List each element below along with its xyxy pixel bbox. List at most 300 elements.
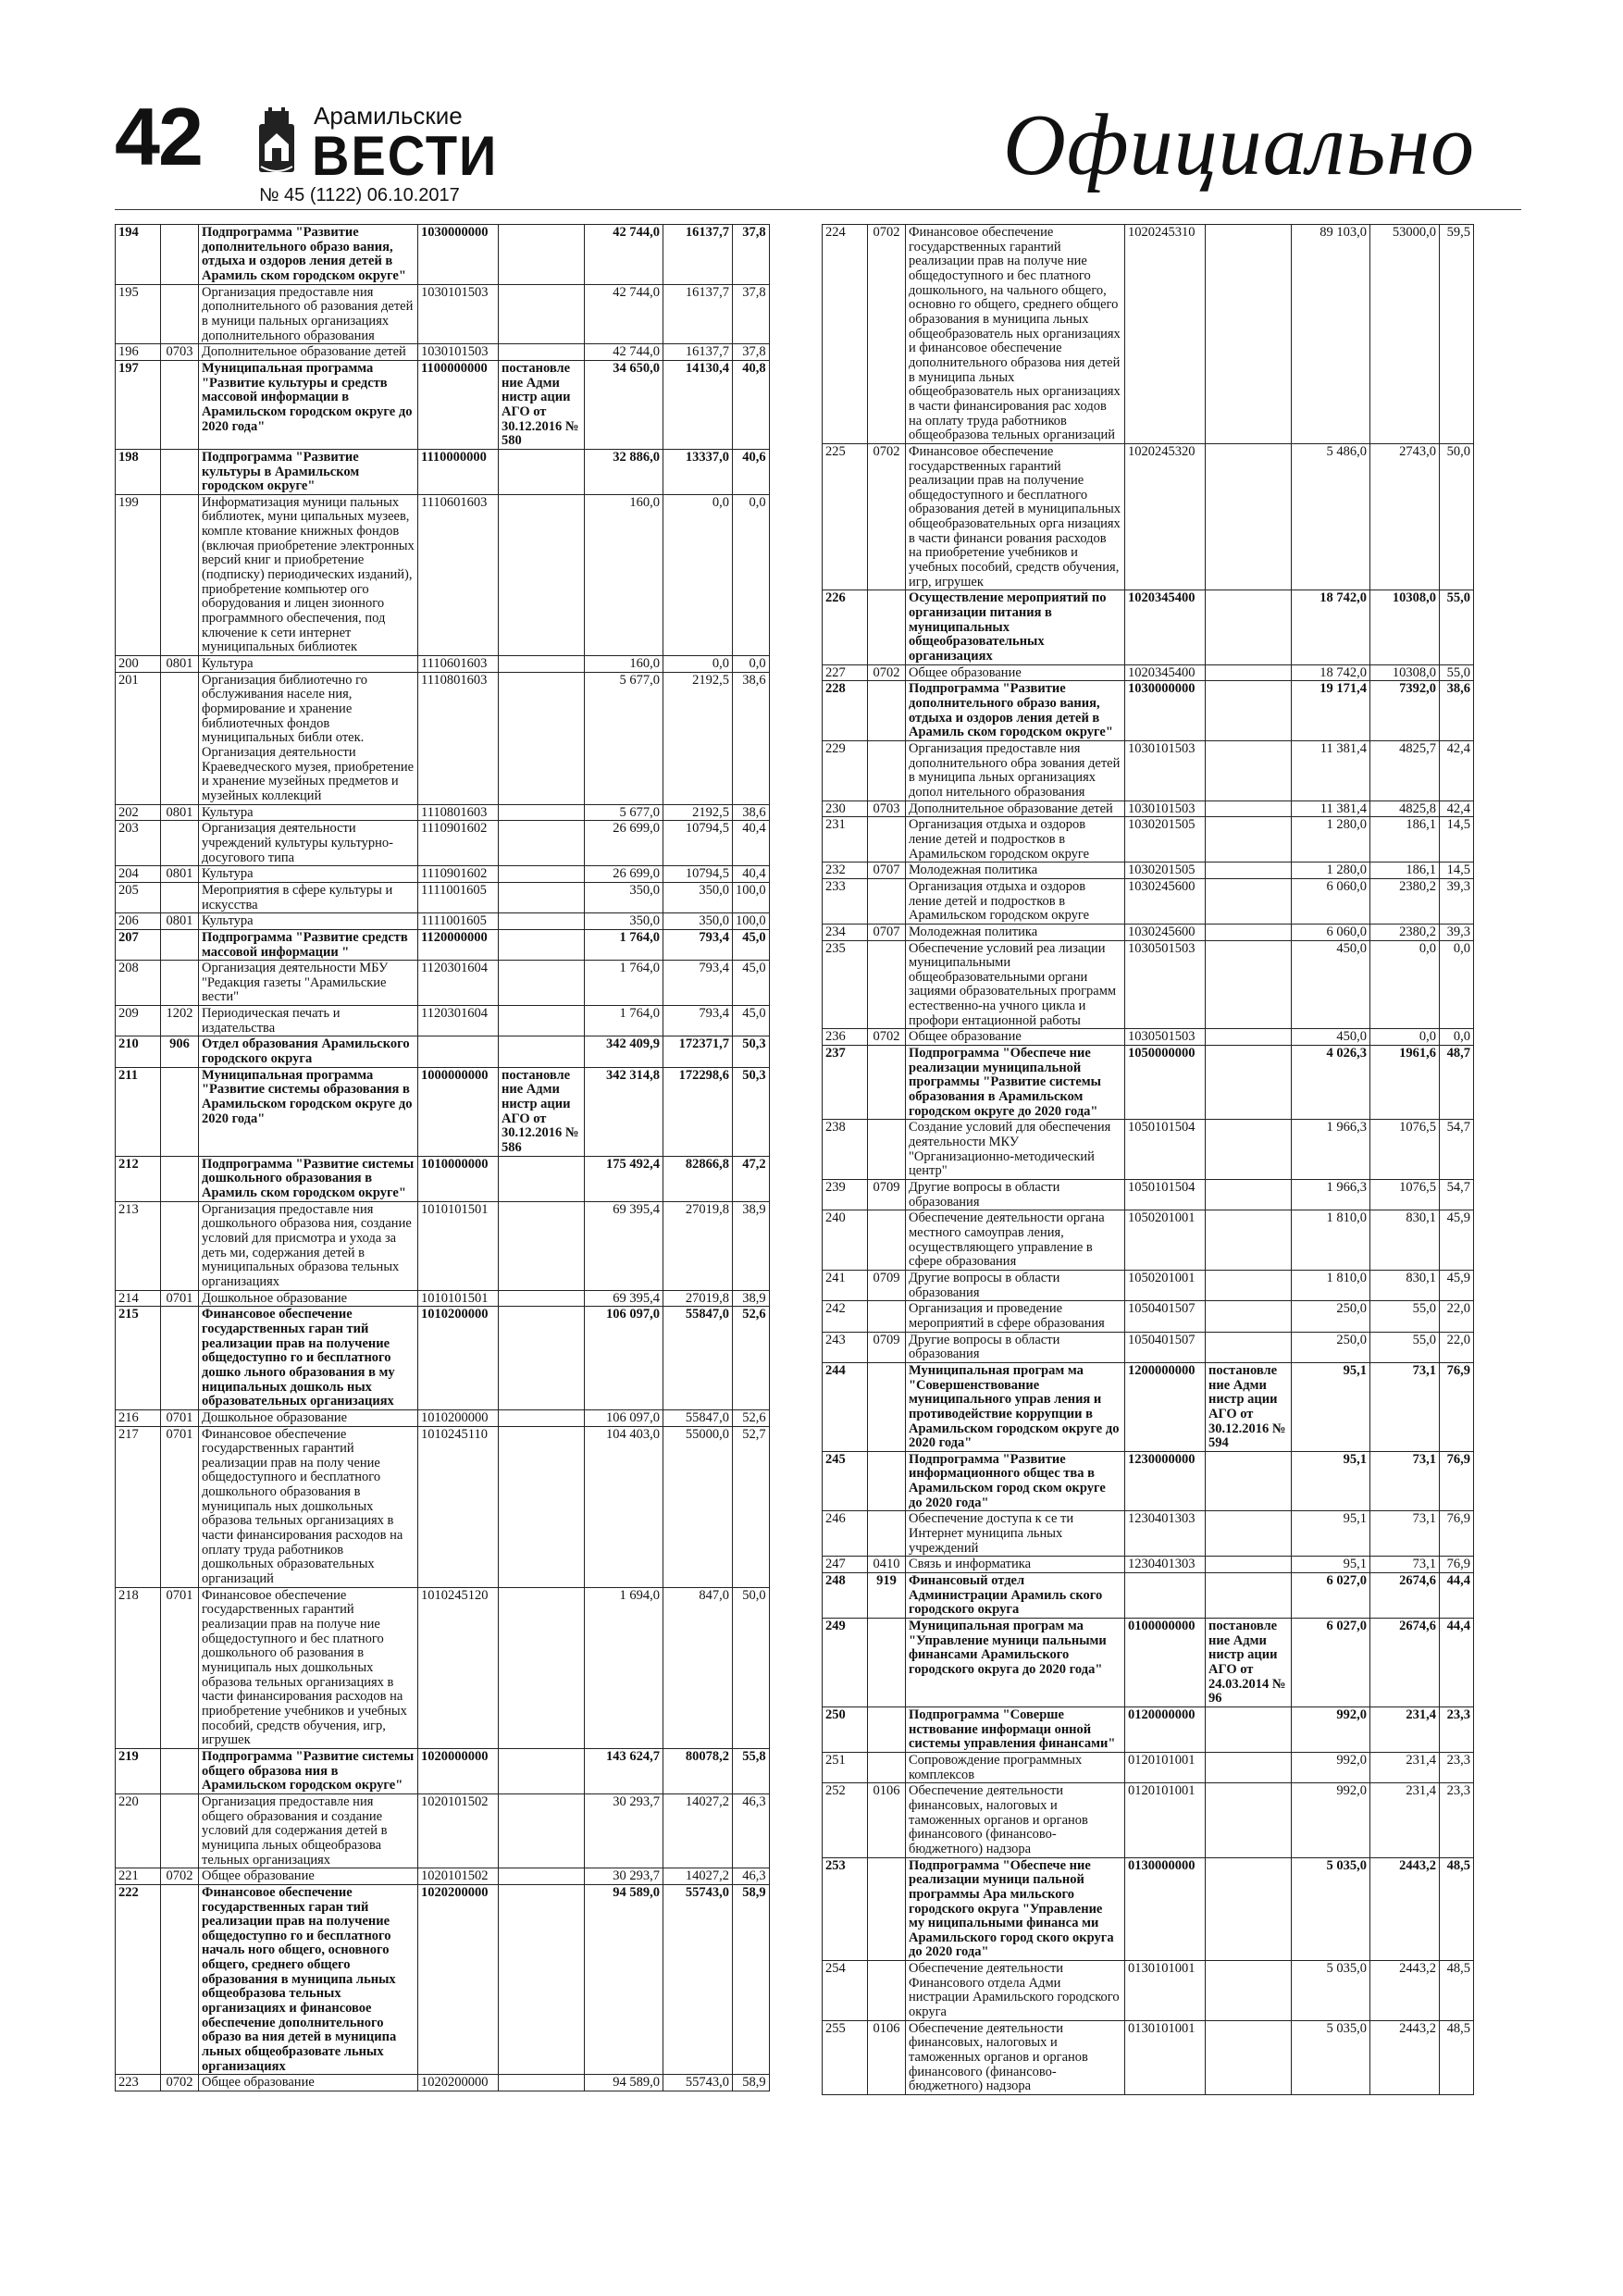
- table-row: [823, 940, 1474, 1029]
- cell-execution-percent: 38,9: [733, 1201, 770, 1290]
- cell-item-name: Обеспечение условий реа лизации муниципальными общеобразовательными органи зациями образовательных программ естественно-на учного цикла и профори ентационной работы: [906, 940, 1125, 1029]
- cell-target-code: 1030501503: [1125, 1029, 1206, 1046]
- cell-item-name: Подпрограмма "Развитие информационного общес тва в Арамильском город ском округе до 2020 года": [906, 1451, 1125, 1511]
- cell-target-code: 1110601603: [418, 656, 499, 673]
- cell-legal-act: [499, 225, 585, 285]
- cell-item-name: Финансовое обеспечение государственных гарантий реализации прав на полу чение общедоступного и бесплатного дошкольного образования в муниципаль ных дошкольных образова тельных организациях в части финансирования расходов на оплату труда работников дошкольных образовательных организаций: [199, 1426, 418, 1587]
- cell-actual-amount: 73,1: [1370, 1451, 1440, 1511]
- cell-execution-percent: 76,9: [1440, 1557, 1474, 1573]
- cell-row-number: 224: [823, 225, 868, 444]
- cell-item-name: Муниципальная программа "Развитие системы образования в Арамильском городском округе до 2020 года": [199, 1067, 418, 1156]
- cell-section-code: 0702: [868, 443, 906, 590]
- cell-legal-act: [499, 1307, 585, 1410]
- cell-row-number: 218: [116, 1587, 161, 1748]
- cell-execution-percent: 100,0: [733, 913, 770, 930]
- cell-execution-percent: 48,7: [1440, 1046, 1474, 1120]
- cell-execution-percent: 37,8: [733, 225, 770, 285]
- cell-planned-amount: 1 764,0: [585, 1006, 663, 1036]
- cell-execution-percent: 0,0: [1440, 940, 1474, 1029]
- cell-section-code: [868, 1619, 906, 1707]
- cell-actual-amount: 830,1: [1370, 1210, 1440, 1271]
- table-row: [823, 1451, 1474, 1511]
- cell-planned-amount: 34 650,0: [585, 360, 663, 449]
- header-rule: [115, 209, 1521, 210]
- cell-planned-amount: 6 027,0: [1292, 1573, 1370, 1619]
- table-row: [823, 740, 1474, 800]
- cell-section-code: [868, 1120, 906, 1180]
- table-row: [823, 681, 1474, 741]
- cell-item-name: Подпрограмма "Развитие дополнительного образо вания, отдыха и оздоров ления детей в Арамиль ском городском округе": [906, 681, 1125, 741]
- cell-target-code: 1230000000: [1125, 1451, 1206, 1511]
- table-row: [823, 1573, 1474, 1619]
- cell-row-number: 227: [823, 664, 868, 681]
- cell-target-code: 1020345400: [1125, 664, 1206, 681]
- cell-actual-amount: 350,0: [663, 913, 733, 930]
- cell-planned-amount: 992,0: [1292, 1706, 1370, 1752]
- cell-planned-amount: 18 742,0: [1292, 664, 1370, 681]
- cell-target-code: 1030101503: [1125, 740, 1206, 800]
- cell-item-name: Подпрограмма "Развитие культуры в Арамильском городском округе": [199, 449, 418, 494]
- cell-planned-amount: 350,0: [585, 882, 663, 912]
- table-row: [823, 225, 1474, 444]
- cell-row-number: 222: [116, 1884, 161, 2075]
- cell-execution-percent: 42,4: [1440, 740, 1474, 800]
- cell-legal-act: [1206, 1451, 1292, 1511]
- cell-execution-percent: 55,0: [1440, 590, 1474, 664]
- cell-planned-amount: 42 744,0: [585, 344, 663, 361]
- cell-actual-amount: 73,1: [1370, 1557, 1440, 1573]
- cell-actual-amount: 231,4: [1370, 1752, 1440, 1782]
- cell-row-number: 199: [116, 494, 161, 655]
- cell-legal-act: [499, 821, 585, 866]
- cell-execution-percent: 58,9: [733, 2075, 770, 2091]
- cell-target-code: 1010101501: [418, 1290, 499, 1307]
- cell-actual-amount: 55743,0: [663, 1884, 733, 2075]
- cell-target-code: 1050401507: [1125, 1332, 1206, 1362]
- cell-planned-amount: 104 403,0: [585, 1426, 663, 1587]
- cell-item-name: Организация предоставле ния дошкольного образова ния, создание условий для присмотра и ухода за деть ми, содержания детей в муниципальных образова тельных организациях: [199, 1201, 418, 1290]
- cell-row-number: 205: [116, 882, 161, 912]
- cell-legal-act: [499, 882, 585, 912]
- cell-legal-act: [499, 929, 585, 960]
- cell-legal-act: [499, 672, 585, 804]
- cell-section-code: [161, 360, 199, 449]
- table-row: [823, 2020, 1474, 2094]
- cell-legal-act: [499, 1426, 585, 1587]
- table-row: [823, 878, 1474, 924]
- cell-target-code: 0130000000: [1125, 1857, 1206, 1961]
- cell-actual-amount: 2443,2: [1370, 1961, 1440, 2021]
- cell-actual-amount: 82866,8: [663, 1156, 733, 1201]
- cell-target-code: 1030201505: [1125, 863, 1206, 879]
- cell-actual-amount: 27019,8: [663, 1290, 733, 1307]
- cell-planned-amount: 11 381,4: [1292, 740, 1370, 800]
- cell-section-code: [868, 1210, 906, 1271]
- cell-legal-act: [1206, 1332, 1292, 1362]
- cell-target-code: 1110601603: [418, 494, 499, 655]
- cell-item-name: Подпрограмма "Развитие системы дошкольного образования в Арамиль ском городском округе": [199, 1156, 418, 1201]
- cell-item-name: Подпрограмма "Обеспече ние реализации муници пальной программы Ара мильского городского округа "Управление му ниципальными финанса ми Арамильского город ского округа до 2020 года": [906, 1857, 1125, 1961]
- cell-execution-percent: 14,5: [1440, 817, 1474, 863]
- cell-planned-amount: 175 492,4: [585, 1156, 663, 1201]
- cell-actual-amount: 16137,7: [663, 225, 733, 285]
- cell-item-name: Финансовое обеспечение государственных гарантий реализации прав на получе ние общедоступного и бес платного дошкольного, на чального общего, основно го общего, среднего общего образования в муниципа льных общеобразователь ных организациях и финансовое обеспечение дополнительного образова ния детей в муниципа льных общеобразователь ных организациях в части финансирования рас ходов на оплату труда работников общеобразова тельных организаций: [906, 225, 1125, 444]
- cell-section-code: [161, 882, 199, 912]
- cell-item-name: Финансовое обеспечение государственных гарантий реализации прав на получение общедоступного и бесплатного образования детей в муниципальных общеобразовательных орга низациях в части финанси рования расходов на приобретение учебников и учебных пособий, средств обучения, игр, игрушек: [906, 443, 1125, 590]
- cell-target-code: 1030101503: [1125, 800, 1206, 817]
- cell-row-number: 209: [116, 1006, 161, 1036]
- cell-row-number: 211: [116, 1067, 161, 1156]
- cell-planned-amount: 26 699,0: [585, 821, 663, 866]
- cell-execution-percent: 54,7: [1440, 1180, 1474, 1210]
- cell-actual-amount: 2380,2: [1370, 878, 1440, 924]
- cell-target-code: 1110000000: [418, 449, 499, 494]
- cell-execution-percent: 52,7: [733, 1426, 770, 1587]
- cell-section-code: [161, 821, 199, 866]
- cell-row-number: 225: [823, 443, 868, 590]
- cell-legal-act: [1206, 1783, 1292, 1857]
- table-row: [823, 1961, 1474, 2021]
- cell-actual-amount: 793,4: [663, 961, 733, 1006]
- cell-legal-act: [499, 1290, 585, 1307]
- cell-planned-amount: 5 677,0: [585, 672, 663, 804]
- cell-item-name: Дошкольное образование: [199, 1409, 418, 1426]
- cell-planned-amount: 42 744,0: [585, 284, 663, 344]
- cell-actual-amount: 80078,2: [663, 1748, 733, 1793]
- cell-execution-percent: 48,5: [1440, 2020, 1474, 2094]
- cell-execution-percent: 45,9: [1440, 1270, 1474, 1300]
- cell-planned-amount: 1 764,0: [585, 929, 663, 960]
- page-header: [115, 93, 1521, 213]
- cell-actual-amount: 172371,7: [663, 1036, 733, 1067]
- table-row: [116, 225, 770, 285]
- cell-actual-amount: 55847,0: [663, 1409, 733, 1426]
- cell-item-name: Подпрограмма "Развитие системы общего образова ния в Арамильском городском округе": [199, 1748, 418, 1793]
- cell-actual-amount: 231,4: [1370, 1783, 1440, 1857]
- cell-section-code: 0702: [161, 2075, 199, 2091]
- cell-planned-amount: 342 409,9: [585, 1036, 663, 1067]
- cell-row-number: 248: [823, 1573, 868, 1619]
- cell-item-name: Культура: [199, 804, 418, 821]
- cell-row-number: 246: [823, 1511, 868, 1557]
- cell-item-name: Общее образование: [199, 2075, 418, 2091]
- cell-actual-amount: 10308,0: [1370, 664, 1440, 681]
- cell-row-number: 229: [823, 740, 868, 800]
- table-row: [823, 1619, 1474, 1707]
- table-row: [823, 924, 1474, 940]
- cell-section-code: [868, 817, 906, 863]
- cell-row-number: 236: [823, 1029, 868, 1046]
- cell-row-number: 219: [116, 1748, 161, 1793]
- cell-actual-amount: 793,4: [663, 1006, 733, 1036]
- cell-row-number: 247: [823, 1557, 868, 1573]
- cell-actual-amount: 1076,5: [1370, 1120, 1440, 1180]
- cell-section-code: [161, 1793, 199, 1868]
- cell-row-number: 216: [116, 1409, 161, 1426]
- cell-section-code: 0701: [161, 1426, 199, 1587]
- cell-item-name: Организация предоставле ния дополнительного об разования детей в муници пальных организациях дополнительного образования: [199, 284, 418, 344]
- cell-row-number: 204: [116, 866, 161, 883]
- cell-actual-amount: 2443,2: [1370, 1857, 1440, 1961]
- cell-section-code: [868, 878, 906, 924]
- cell-planned-amount: 19 171,4: [1292, 681, 1370, 741]
- cell-row-number: 203: [116, 821, 161, 866]
- cell-actual-amount: 0,0: [663, 656, 733, 673]
- cell-target-code: 1030245600: [1125, 924, 1206, 940]
- brand-subtitle: Арамильские: [314, 102, 463, 130]
- cell-row-number: 220: [116, 1793, 161, 1868]
- cell-legal-act: [1206, 1046, 1292, 1120]
- cell-item-name: Создание условий для обеспечения деятельности МКУ "Организационно-методический центр": [906, 1120, 1125, 1180]
- cell-legal-act: [1206, 1857, 1292, 1961]
- table-row: [823, 1752, 1474, 1782]
- cell-target-code: 1110801603: [418, 804, 499, 821]
- cell-planned-amount: 6 060,0: [1292, 924, 1370, 940]
- cell-legal-act: [1206, 878, 1292, 924]
- cell-actual-amount: 27019,8: [663, 1201, 733, 1290]
- cell-legal-act: [499, 2075, 585, 2091]
- table-row: [116, 882, 770, 912]
- cell-target-code: 1030101503: [418, 344, 499, 361]
- cell-target-code: 0130101001: [1125, 1961, 1206, 2021]
- cell-legal-act: [1206, 225, 1292, 444]
- cell-item-name: Организация отдыха и оздоров ление детей и подростков в Арамильском городском округе: [906, 878, 1125, 924]
- cell-item-name: Организация деятельности МБУ "Редакция газеты "Арамильские вести": [199, 961, 418, 1006]
- cell-legal-act: [1206, 590, 1292, 664]
- table-row: [116, 672, 770, 804]
- cell-section-code: 0702: [868, 1029, 906, 1046]
- cell-target-code: 1120000000: [418, 929, 499, 960]
- cell-actual-amount: 172298,6: [663, 1067, 733, 1156]
- cell-target-code: 1000000000: [418, 1067, 499, 1156]
- cell-planned-amount: 1 694,0: [585, 1587, 663, 1748]
- cell-planned-amount: 30 293,7: [585, 1868, 663, 1885]
- cell-target-code: 1010000000: [418, 1156, 499, 1201]
- cell-legal-act: [1206, 443, 1292, 590]
- cell-section-code: 0106: [868, 2020, 906, 2094]
- cell-actual-amount: 186,1: [1370, 817, 1440, 863]
- cell-planned-amount: 11 381,4: [1292, 800, 1370, 817]
- cell-legal-act: постановле ние Адми нистр ации АГО от 30.12.2016 № 586: [499, 1067, 585, 1156]
- cell-section-code: [868, 1046, 906, 1120]
- table-row: [116, 804, 770, 821]
- cell-execution-percent: 45,0: [733, 1006, 770, 1036]
- cell-section-code: [161, 1156, 199, 1201]
- cell-target-code: 1050201001: [1125, 1210, 1206, 1271]
- cell-target-code: 1111001605: [418, 913, 499, 930]
- cell-item-name: Культура: [199, 656, 418, 673]
- cell-target-code: 0100000000: [1125, 1619, 1206, 1707]
- cell-section-code: [868, 1511, 906, 1557]
- cell-execution-percent: 0,0: [733, 494, 770, 655]
- cell-row-number: 232: [823, 863, 868, 879]
- cell-target-code: 1010200000: [418, 1409, 499, 1426]
- table-row: [823, 1857, 1474, 1961]
- cell-section-code: [161, 284, 199, 344]
- cell-actual-amount: 10794,5: [663, 821, 733, 866]
- cell-item-name: Общее образование: [199, 1868, 418, 1885]
- cell-item-name: Информатизация муници пальных библиотек, муни ципальных музеев, компле ктование книжных фондов (включая приобретение электронных версий книг и приобретение (подписку) периодических изданий), приобретение компьютер ого оборудования и лицен зионного программного обеспечения, под ключение к сети интернет муниципальных библиотек: [199, 494, 418, 655]
- cell-actual-amount: 2192,5: [663, 804, 733, 821]
- table-row: [823, 1210, 1474, 1271]
- table-row: [823, 1029, 1474, 1046]
- cell-item-name: Общее образование: [906, 664, 1125, 681]
- cell-item-name: Дошкольное образование: [199, 1290, 418, 1307]
- cell-row-number: 241: [823, 1270, 868, 1300]
- cell-row-number: 245: [823, 1451, 868, 1511]
- cell-actual-amount: 55,0: [1370, 1332, 1440, 1362]
- cell-legal-act: [499, 913, 585, 930]
- cell-legal-act: [1206, 940, 1292, 1029]
- cell-execution-percent: 46,3: [733, 1868, 770, 1885]
- cell-legal-act: [1206, 664, 1292, 681]
- cell-item-name: Организация отдыха и оздоров ление детей и подростков в Арамильском городском округе: [906, 817, 1125, 863]
- cell-section-code: 906: [161, 1036, 199, 1067]
- cell-target-code: 1030000000: [1125, 681, 1206, 741]
- cell-section-code: 0709: [868, 1270, 906, 1300]
- cell-planned-amount: 992,0: [1292, 1752, 1370, 1782]
- cell-actual-amount: 14027,2: [663, 1868, 733, 1885]
- table-row: [823, 1362, 1474, 1451]
- cell-target-code: 1111001605: [418, 882, 499, 912]
- cell-item-name: Подпрограмма "Развитие средств массовой информации ": [199, 929, 418, 960]
- cell-execution-percent: 37,8: [733, 344, 770, 361]
- cell-actual-amount: 186,1: [1370, 863, 1440, 879]
- cell-target-code: 1100000000: [418, 360, 499, 449]
- cell-section-code: 0702: [161, 1868, 199, 1885]
- cell-target-code: 0120000000: [1125, 1706, 1206, 1752]
- cell-item-name: Подпрограмма "Соверше нствование информаци онной системы управления финансами": [906, 1706, 1125, 1752]
- table-row: [116, 449, 770, 494]
- cell-item-name: Организация деятельности учреждений культуры культурно-досугового типа: [199, 821, 418, 866]
- cell-legal-act: [499, 1748, 585, 1793]
- cell-planned-amount: 6 027,0: [1292, 1619, 1370, 1707]
- cell-planned-amount: 1 966,3: [1292, 1180, 1370, 1210]
- cell-execution-percent: 22,0: [1440, 1332, 1474, 1362]
- cell-row-number: 239: [823, 1180, 868, 1210]
- cell-execution-percent: 48,5: [1440, 1961, 1474, 2021]
- cell-actual-amount: 73,1: [1370, 1362, 1440, 1451]
- table-row: [116, 1426, 770, 1587]
- cell-execution-percent: 39,3: [1440, 924, 1474, 940]
- table-row: [116, 1067, 770, 1156]
- cell-actual-amount: 4825,7: [1370, 740, 1440, 800]
- cell-section-code: [868, 1857, 906, 1961]
- cell-row-number: 249: [823, 1619, 868, 1707]
- cell-execution-percent: 55,0: [1440, 664, 1474, 681]
- cell-execution-percent: 23,3: [1440, 1783, 1474, 1857]
- cell-legal-act: [499, 284, 585, 344]
- cell-legal-act: [1206, 1573, 1292, 1619]
- cell-section-code: 0801: [161, 656, 199, 673]
- cell-item-name: Молодежная политика: [906, 863, 1125, 879]
- cell-legal-act: [499, 1156, 585, 1201]
- cell-execution-percent: 55,8: [733, 1748, 770, 1793]
- cell-row-number: 215: [116, 1307, 161, 1410]
- table-row: [116, 821, 770, 866]
- table-row: [823, 664, 1474, 681]
- cell-execution-percent: 38,9: [733, 1290, 770, 1307]
- cell-row-number: 198: [116, 449, 161, 494]
- table-row: [116, 929, 770, 960]
- cell-row-number: 213: [116, 1201, 161, 1290]
- cell-execution-percent: 54,7: [1440, 1120, 1474, 1180]
- cell-row-number: 240: [823, 1210, 868, 1271]
- cell-section-code: [161, 225, 199, 285]
- cell-row-number: 200: [116, 656, 161, 673]
- cell-execution-percent: 38,6: [733, 804, 770, 821]
- cell-legal-act: [1206, 1706, 1292, 1752]
- cell-item-name: Сопровождение программных комплексов: [906, 1752, 1125, 1782]
- cell-row-number: 234: [823, 924, 868, 940]
- cell-legal-act: [1206, 1270, 1292, 1300]
- cell-section-code: 0106: [868, 1783, 906, 1857]
- table-row: [823, 1046, 1474, 1120]
- cell-planned-amount: 1 966,3: [1292, 1120, 1370, 1180]
- cell-target-code: 1050201001: [1125, 1270, 1206, 1300]
- cell-legal-act: [1206, 1210, 1292, 1271]
- cell-actual-amount: 10794,5: [663, 866, 733, 883]
- cell-section-code: [868, 1301, 906, 1332]
- cell-item-name: Обеспечение деятельности Финансового отдела Адми нистрации Арамильского городского округа: [906, 1961, 1125, 2021]
- cell-section-code: 0702: [868, 225, 906, 444]
- cell-planned-amount: 94 589,0: [585, 2075, 663, 2091]
- cell-section-code: [868, 1706, 906, 1752]
- budget-table-left: [115, 224, 770, 2091]
- cell-section-code: 0703: [868, 800, 906, 817]
- cell-section-code: [161, 494, 199, 655]
- cell-item-name: Другие вопросы в области образования: [906, 1270, 1125, 1300]
- cell-item-name: Осуществление мероприятий по организации питания в муниципальных общеобразовательных организациях: [906, 590, 1125, 664]
- cell-legal-act: [1206, 1557, 1292, 1573]
- table-row: [823, 1270, 1474, 1300]
- cell-section-code: 0701: [161, 1290, 199, 1307]
- cell-target-code: 1050101504: [1125, 1180, 1206, 1210]
- cell-planned-amount: 5 035,0: [1292, 1961, 1370, 2021]
- cell-item-name: Дополнительное образование детей: [906, 800, 1125, 817]
- cell-row-number: 195: [116, 284, 161, 344]
- cell-planned-amount: 342 314,8: [585, 1067, 663, 1156]
- cell-section-code: [161, 1748, 199, 1793]
- cell-legal-act: [1206, 863, 1292, 879]
- table-row: [116, 1587, 770, 1748]
- cell-planned-amount: 1 764,0: [585, 961, 663, 1006]
- brand-title: ВЕСТИ: [312, 123, 499, 187]
- cell-row-number: 228: [823, 681, 868, 741]
- cell-planned-amount: 5 486,0: [1292, 443, 1370, 590]
- cell-section-code: [161, 672, 199, 804]
- cell-execution-percent: 40,8: [733, 360, 770, 449]
- cell-execution-percent: 45,0: [733, 929, 770, 960]
- cell-actual-amount: 14027,2: [663, 1793, 733, 1868]
- cell-legal-act: [499, 961, 585, 1006]
- cell-target-code: 1110801603: [418, 672, 499, 804]
- cell-item-name: Муниципальная програм ма "Совершенствование муниципального управ ления и противодействие коррупции в Арамильском городском округе до 2020 года": [906, 1362, 1125, 1451]
- cell-section-code: [868, 1752, 906, 1782]
- cell-item-name: Финансовое обеспечение государственных гаран тий реализации прав на получение общедоступно го и бесплатного началь ного общего, основного общего, среднего общего образования в муниципа льных общеобразова тельных организациях и финансовое обеспечение дополнительного образо ва ния детей в муниципа льных общеобразовате льных организациях: [199, 1884, 418, 2075]
- cell-section-code: [868, 940, 906, 1029]
- cell-execution-percent: 47,2: [733, 1156, 770, 1201]
- cell-planned-amount: 250,0: [1292, 1332, 1370, 1362]
- cell-item-name: Организация библиотечно го обслуживания населе ния, формирование и хранение библиотечных фондов муниципальных библи отек. Организация деятельности Краеведческого музея, приобретение и хранение музейных предметов и музейных коллекций: [199, 672, 418, 804]
- table-row: [116, 344, 770, 361]
- cell-planned-amount: 5 677,0: [585, 804, 663, 821]
- section-title: Официально: [1002, 97, 1475, 193]
- cell-legal-act: [499, 866, 585, 883]
- cell-planned-amount: 18 742,0: [1292, 590, 1370, 664]
- cell-actual-amount: 2674,6: [1370, 1573, 1440, 1619]
- cell-planned-amount: 95,1: [1292, 1362, 1370, 1451]
